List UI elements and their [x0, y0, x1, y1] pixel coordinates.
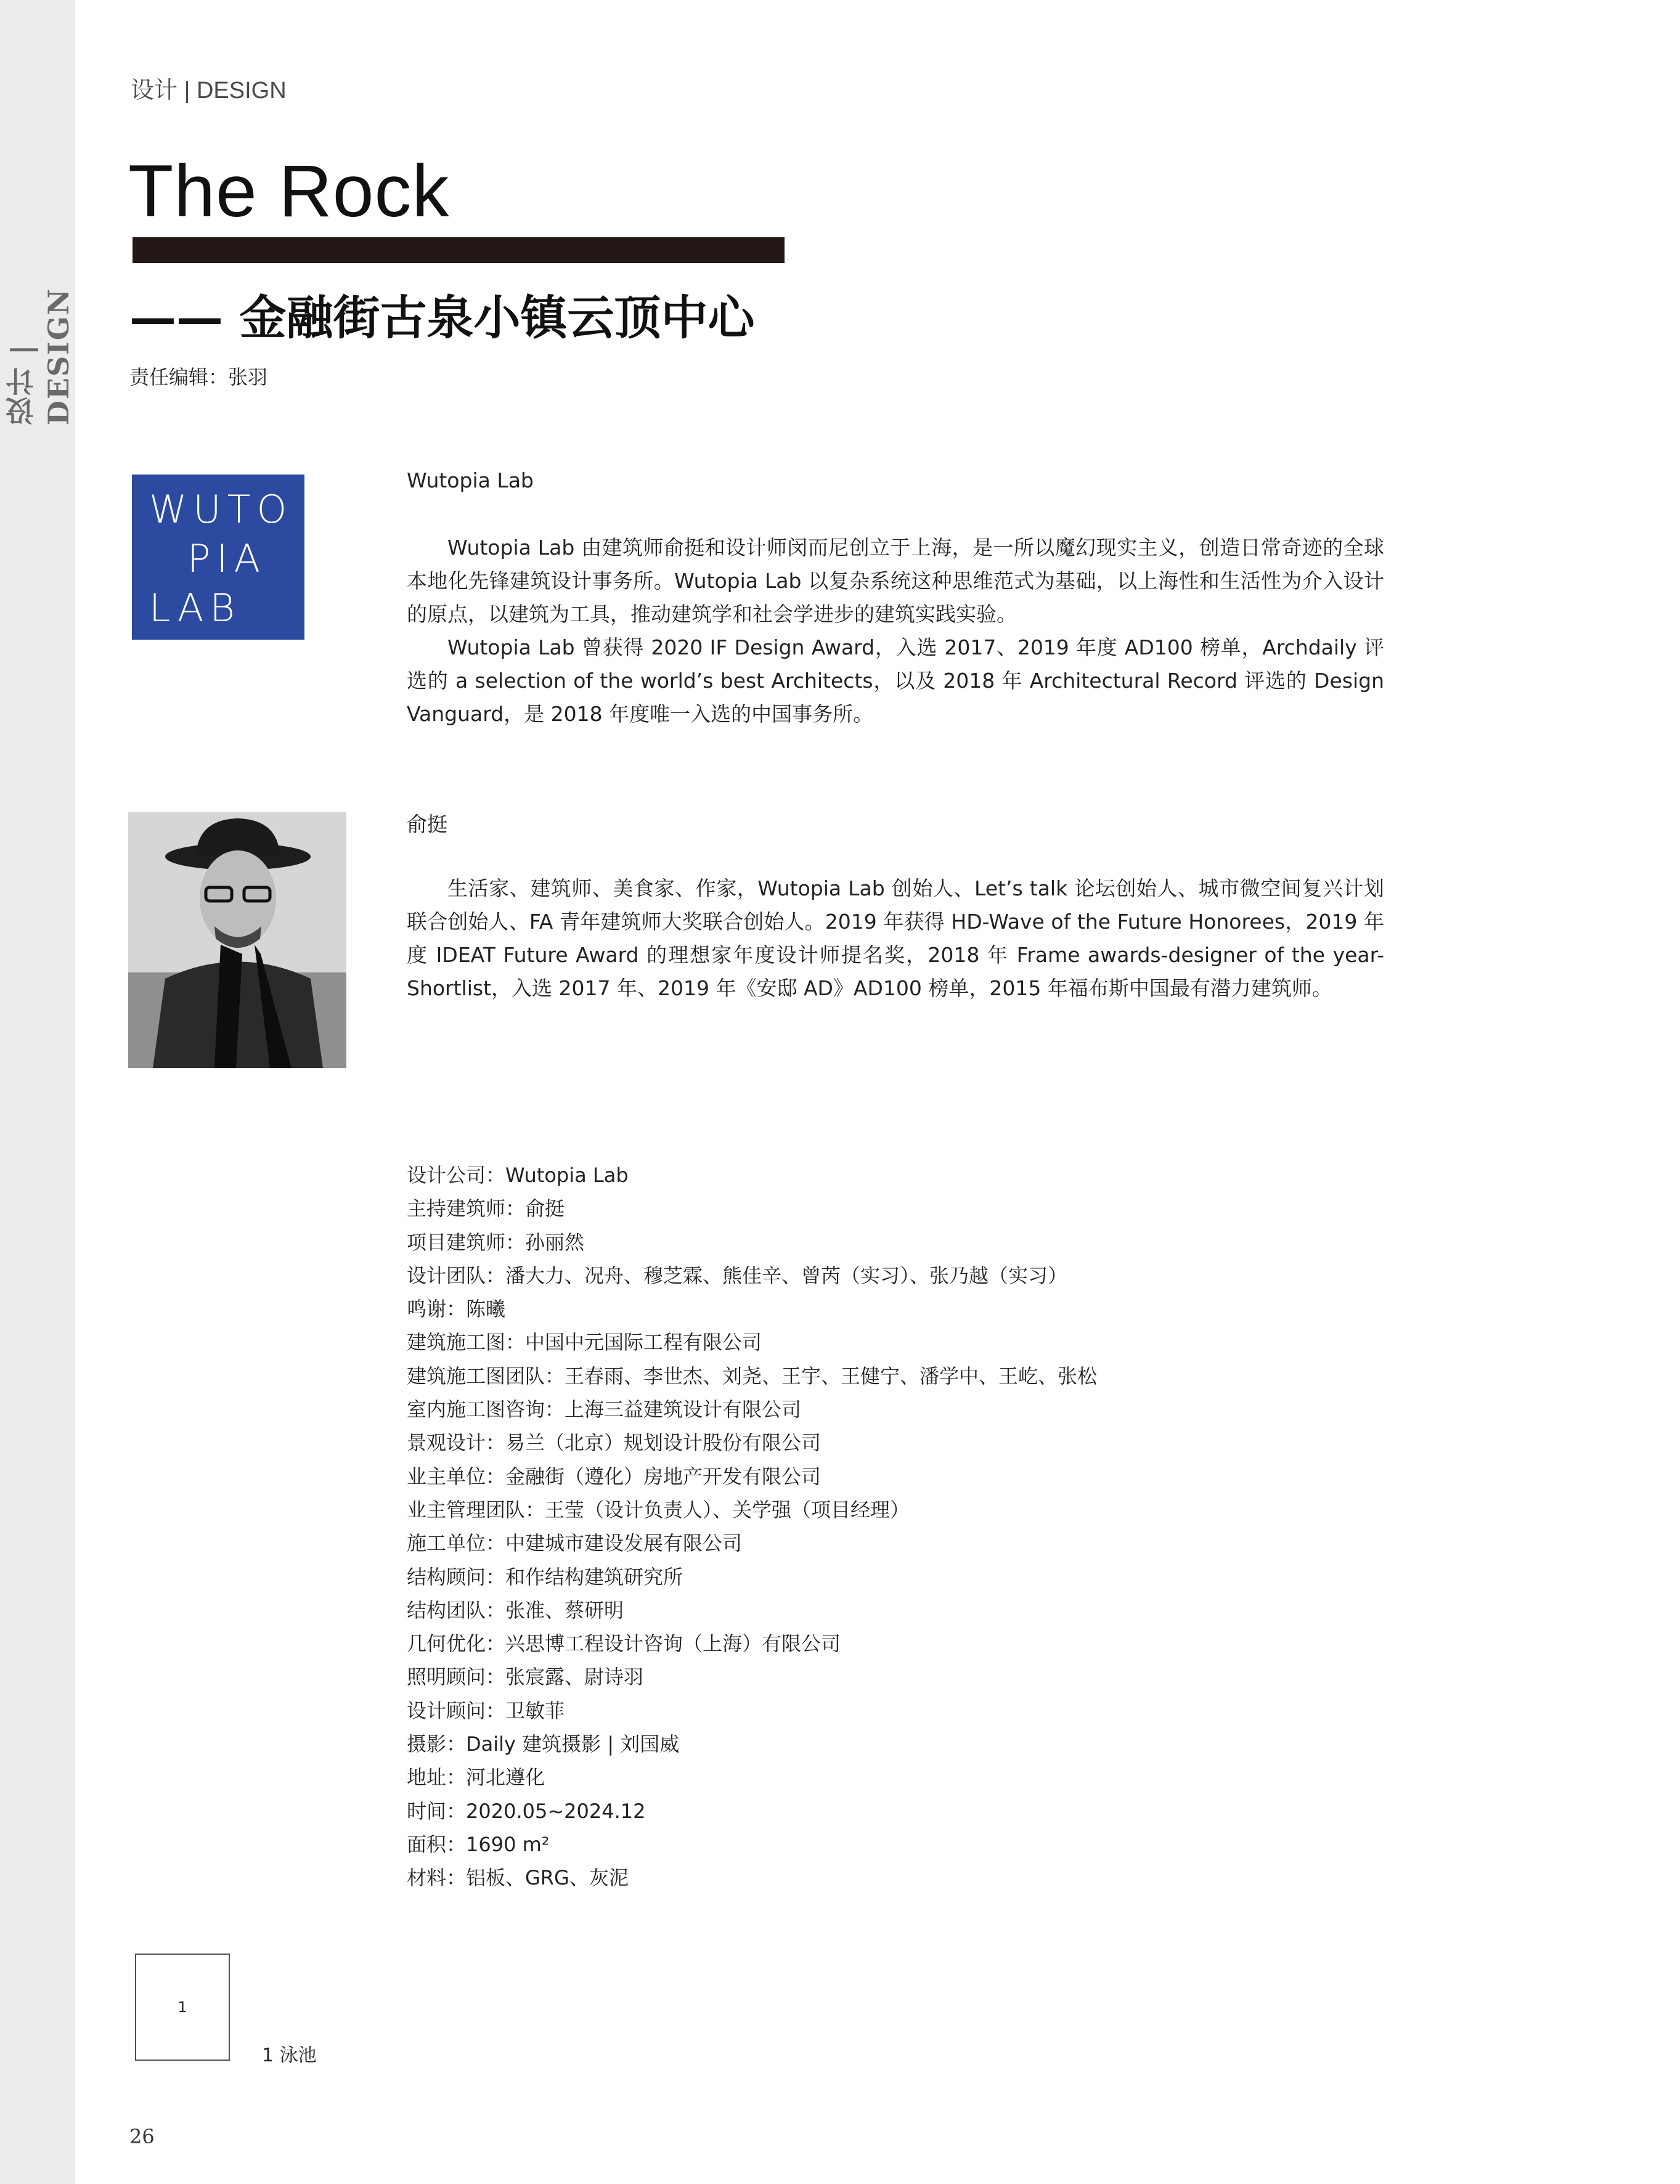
wutopia-lab-logo [132, 475, 304, 640]
portrait-figure-icon [128, 812, 346, 1068]
credit-row: 摄影：Daily 建筑摄影 | 刘国威 [407, 1732, 680, 1756]
credit-row: 材料：铝板、GRG、灰泥 [407, 1866, 629, 1890]
credit-row: 结构团队：张准、蔡研明 [407, 1598, 624, 1622]
credit-row: 施工单位：中建城市建设发展有限公司 [407, 1531, 743, 1555]
firm-heading: Wutopia Lab [407, 468, 534, 492]
credit-row: 时间：2020.05~2024.12 [407, 1799, 646, 1823]
credit-row: 项目建筑师：孙丽然 [407, 1230, 585, 1254]
architect-paragraph: 生活家、建筑师、美食家、作家，Wutopia Lab 创始人、Let’s talk 论坛创始人、城市微空间复兴计划联合创始人、FA 青年建筑师大奖联合创始人。2019 年获得 HD-Wave of the Future Honorees，2019 年度 IDEAT Future Award 的理想家年度设计师提名奖，2018 年 Frame awards-designer of the year-Shortlist，入选 2017 年、2019 年《安邸 AD》AD100 榜单，2015 年福布斯中国最有潜力建筑师。 [407, 876, 1384, 1000]
firm-paragraph-2: Wutopia Lab 曾获得 2020 IF Design Award，入选 2017、2019 年度 AD100 榜单，Archdaily 评选的 a selection of the world’s best Architects，以及 2018 年 Architectural Record 评选的 Design Vanguard，是 2018 年度唯一入选的中国事务所。 [407, 635, 1384, 726]
logo-line: PIA [187, 536, 267, 581]
credit-row: 面积：1690 m² [407, 1832, 550, 1856]
logo-line: WUTO [149, 487, 293, 532]
credit-row: 设计公司：Wutopia Lab [407, 1163, 629, 1187]
page-number: 26 [129, 2125, 155, 2148]
figure-caption: 1 泳池 [262, 2045, 317, 2066]
figure-index-box [135, 1954, 230, 2061]
credit-row: 设计顾问：卫敏菲 [407, 1698, 565, 1722]
credit-row: 鸣谢：陈曦 [407, 1297, 506, 1321]
credit-row: 业主单位：金融街（遵化）房地产开发有限公司 [407, 1464, 822, 1488]
title-underline-bar [133, 237, 785, 263]
credit-row: 结构顾问：和作结构建筑研究所 [407, 1565, 683, 1589]
article-subtitle: —— 金融街古泉小镇云顶中心 [129, 290, 755, 345]
figure-index-number: 1 [177, 1999, 187, 2016]
firm-paragraph-1: Wutopia Lab 由建筑师俞挺和设计师闵而尼创立于上海，是一所以魔幻现实主义，创造日常奇迹的全球本地化先锋建筑设计事务所。Wutopia Lab 以复杂系统这种思维范式为基础，以上海性和生活性为介入设计的原点，以建筑为工具，推动建筑学和社会学进步的建筑实践实验。 [407, 536, 1384, 626]
credit-row: 地址：河北遵化 [407, 1766, 545, 1790]
article-title: The Rock [128, 150, 450, 232]
architect-heading: 俞挺 [407, 812, 447, 836]
credit-row: 室内施工图咨询：上海三益建筑设计有限公司 [407, 1398, 802, 1422]
side-section-label: 设计 | DESIGN [5, 287, 75, 425]
credit-row: 建筑施工图：中国中元国际工程有限公司 [407, 1330, 762, 1355]
credit-row: 设计团队：潘大力、况舟、穆芝霖、熊佳辛、曾芮（实习）、张乃越（实习） [407, 1263, 1068, 1287]
editor-credit: 责任编辑：张羽 [129, 365, 268, 389]
section-tag: 设计 | DESIGN [131, 78, 287, 104]
credit-row: 照明顾问：张宸露、尉诗羽 [407, 1665, 644, 1689]
architect-portrait-photo [128, 812, 346, 1068]
credit-row: 几何优化：兴思博工程设计咨询（上海）有限公司 [407, 1632, 841, 1656]
credit-row: 主持建筑师：俞挺 [407, 1197, 565, 1221]
credit-row: 建筑施工图团队：王春雨、李世杰、刘尧、王宇、王健宁、潘学中、王屹、张松 [407, 1364, 1098, 1388]
credit-row: 业主管理团队：王莹（设计负责人）、关学强（项目经理） [407, 1497, 910, 1522]
project-credits [407, 1159, 1097, 1895]
credit-row: 景观设计：易兰（北京）规划设计股份有限公司 [407, 1431, 822, 1455]
logo-line: LAB [149, 585, 241, 630]
